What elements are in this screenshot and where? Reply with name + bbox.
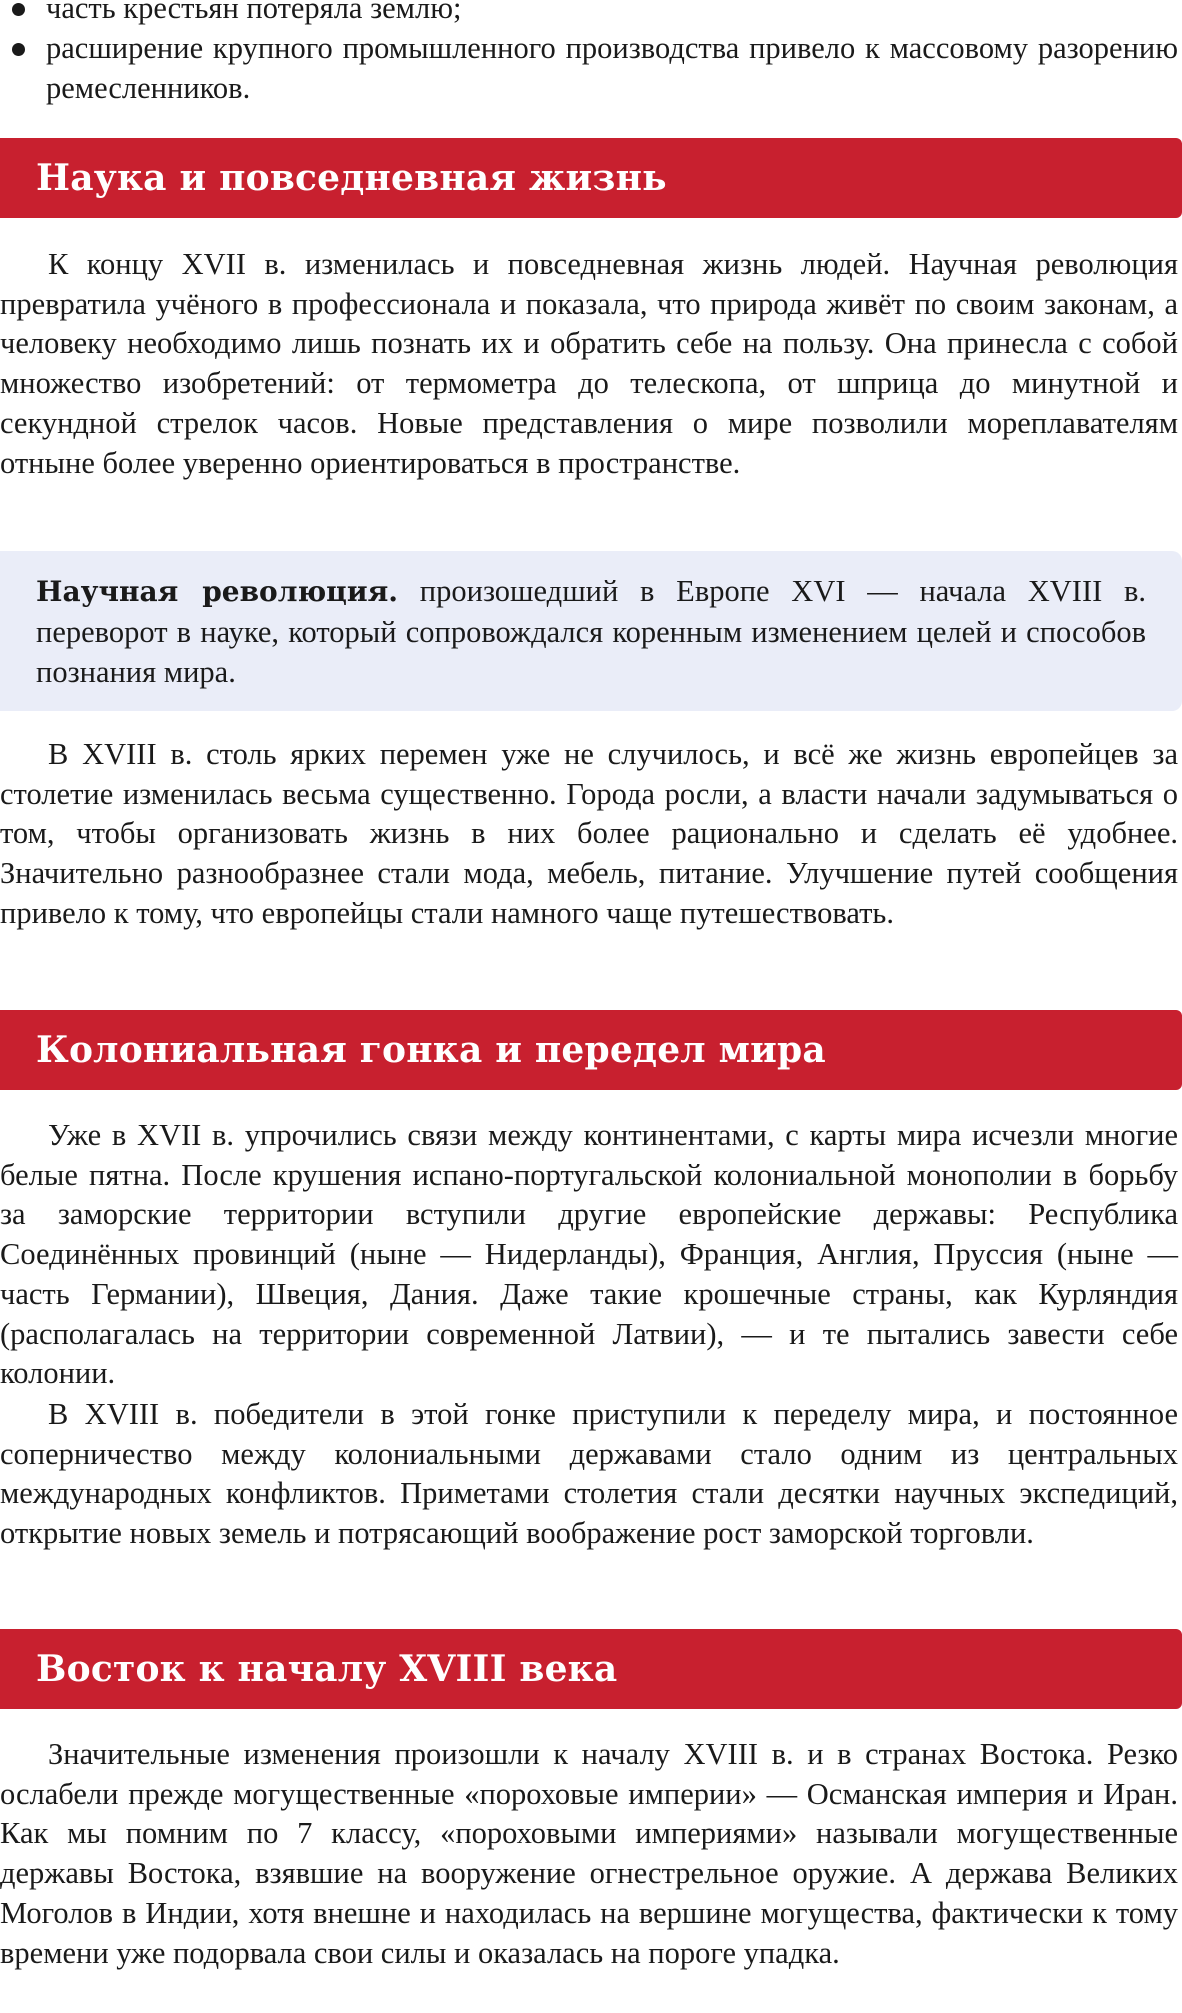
- section-title: Колониальная гонка и передел мира: [36, 1029, 826, 1071]
- paragraph: В XVIII в. победители в этой гонке приступили к переделу мира, и постоянное соперничество между колониальными державами стало одним из центральных международных конфликтов. Приметами столетия стали десятки научных экспедиций, открытие новых земель и потрясающий воображение рост заморской торговли.: [0, 1397, 1178, 1551]
- definition-box: [0, 551, 1182, 711]
- bullet-icon: [12, 3, 25, 16]
- section-heading-bar: [0, 138, 1182, 218]
- paragraph: В XVIII в. столь ярких перемен уже не случилось, и всё же жизнь европейцев за столетие изменилась весьма существенно. Города росли, а власти начали задумываться о том, чтобы организовать жизнь в них более рационально и сделать её удобнее. Значительно разнообразнее стали мода, мебель, питание. Улучшение путей сообщения привело к тому, что европейцы стали намного чаще путешествовать.: [0, 737, 1178, 930]
- paragraph: К концу XVII в. изменилась и повседневная жизнь людей. Научная революция превратила учёного в профессионала и показала, что природа живёт по своим законам, а человеку необходимо лишь познать их и обратить себе на пользу. Она принесла с собой множество изобретений: от термометра до телескопа, от шприца до минутной и секундной стрелок часов. Новые представления о мире позволили мореплавателям отныне более уверенно ориентироваться в пространстве.: [0, 247, 1178, 480]
- list-item: расширение крупного промышленного производства привело к массовому разорению ремесленников.: [0, 28, 1178, 108]
- bullet-list: [0, 0, 1178, 108]
- bullet-icon: [12, 43, 25, 56]
- definition-term: Научная революция.: [36, 575, 399, 608]
- paragraph: Значительные изменения произошли к началу XVIII в. и в странах Востока. Резко ослабели прежде могущественные «пороховые империи» — Османская империя и Иран. Как мы помним по 7 классу, «пороховыми империями» называли могущественные державы Востока, взявшие на вооружение огнестрельное оружие. А держава Великих Моголов в Индии, хотя внешне и находилась на вершине могущества, фактически к тому времени уже подорвала свои силы и оказалась на пороге упадка.: [0, 1737, 1178, 1970]
- list-item: часть крестьян потеряла землю;: [0, 0, 1178, 28]
- section-heading-bar: [0, 1629, 1182, 1709]
- section-title: Восток к началу XVIII века: [36, 1648, 618, 1690]
- paragraph: Уже в XVII в. упрочились связи между континентами, с карты мира исчезли многие белые пятна. После крушения испано-португальской колониальной монополии в борьбу за заморские территории вступили другие европейские державы: Республика Соединённых провинций (ныне — Нидерланды), Франция, Англия, Пруссия (ныне — часть Германии), Швеция, Дания. Даже такие крошечные страны, как Курляндия (располагалась на территории современной Латвии), — и те пытались завести себе колонии.: [0, 1118, 1178, 1391]
- section-title: Наука и повседневная жизнь: [36, 157, 667, 199]
- definition-text: Научная революция. произошедший в Европе XVI — начала XVIII в. переворот в науке, который сопровождался коренным изменением целей и способов познания мира.: [36, 574, 1147, 689]
- section-heading-bar: [0, 1010, 1182, 1090]
